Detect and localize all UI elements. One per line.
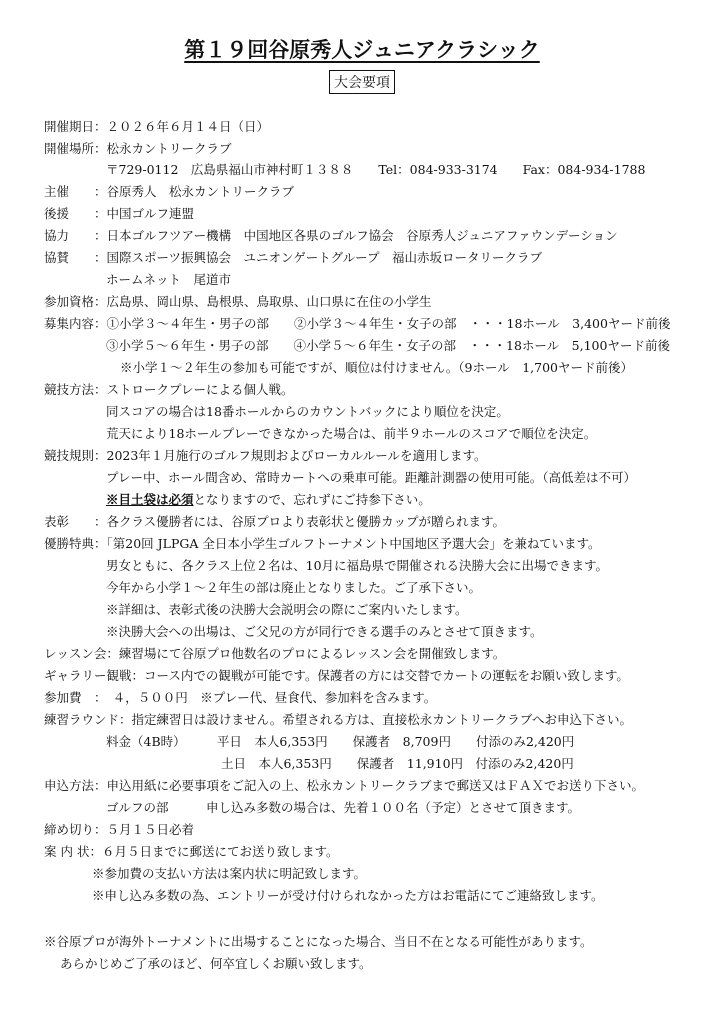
info-divisions-1: 募集内容：①小学３～４年生・男子の部 ②小学３～４年生・女子の部 ・・・18ホール 3,400ヤード前後 (44, 316, 671, 331)
info-lesson: レッスン会：練習場にて谷原プロ他数名のプロによるレッスン会を開催致します。 (44, 646, 506, 661)
info-awards: 表彰 ：各クラス優勝者には、谷原プロより表彰状と優勝カップが贈られます。 (44, 514, 506, 529)
info-practice: 練習ラウンド：指定練習日は設けません。希望される方は、直接松永カントリークラブへお申込下さい。 (44, 712, 633, 727)
info-format-tie: 同スコアの場合は18番ホールからのカウントバックにより順位を決定。 (106, 404, 509, 419)
info-format: 競技方法：ストロークプレーによる個人戦。 (44, 382, 294, 397)
info-support: 後援 ：中国ゴルフ連盟 (44, 206, 195, 221)
divot-bag-note-rest: となりますので、忘れずにご持参下さい。 (193, 492, 431, 507)
info-benefit-3: ※詳細は、表彰式後の決勝大会説明会の際にご案内いたします。 (106, 602, 468, 617)
info-rules: 競技規則：2023年１月施行のゴルフ規則およびローカルルールを適用します。 (44, 448, 487, 463)
document-subtitle: 大会要項 (329, 70, 395, 94)
info-organizer: 主催 ：谷原秀人 松永カントリークラブ (44, 184, 295, 199)
info-guide-note-2: ※申し込み多数の為、エントリーが受け付けられなかった方はお電話にてご連絡致します。 (92, 888, 604, 903)
info-price-weekday: 料金（4B時） 平日 本人6,353円 保護者 8,709円 付添のみ2,420円 (106, 734, 575, 749)
info-eligibility: 参加資格：広島県、岡山県、島根県、鳥取県、山口県に在住の小学生 (44, 294, 432, 309)
info-application-2: ゴルフの部 申し込み多数の場合は、先着１００名（予定）とさせて頂きます。 (106, 800, 581, 815)
info-cooperation: 協力 ：日本ゴルフツアー機構 中国地区各県のゴルフ協会 谷原秀人ジュニアファウンデーション (44, 228, 618, 243)
footer-note-1: ※谷原プロが海外トーナメントに出場することになった場合、当日不在となる可能性があります。 (44, 934, 593, 949)
footer-note-2: あらかじめご了承のほど、何卒宜しくお願い致します。 (60, 956, 372, 971)
info-date: 開催期日：２０２６年６月１４日（日） (44, 119, 270, 134)
info-format-weather: 荒天により18ホールプレーできなかった場合は、前半９ホールのスコアで順位を決定。 (106, 426, 597, 441)
info-gallery: ギャラリー観戦：コース内での観戦が可能です。保護者の方には交替でカートの運転をお願い致します。 (44, 668, 629, 683)
info-price-weekend: 土日 本人6,353円 保護者 11,910円 付添のみ2,420円 (221, 756, 574, 771)
info-rules-cart: プレー中、ホール間含め、常時カートへの乗車可能。距離計測器の使用可能。（高低差は不可） (106, 470, 637, 485)
info-rules-note (106, 492, 431, 508)
document-title: 第１９回谷原秀人ジュニアクラシック (184, 37, 540, 62)
info-deadline: 締め切り：５月１５日必着 (44, 822, 195, 837)
info-winner-benefit: 優勝特典：「第20回 JLPGA 全日本小学生ゴルフトーナメント中国地区予選大会」を兼ねています。 (44, 536, 601, 551)
info-fee: 参加費 ： ４，５００円 ※プレー代、昼食代、参加料を含みます。 (44, 690, 437, 705)
info-sponsor: 協賛 ：国際スポーツ振興協会 ユニオンゲートグループ 福山赤坂ロータリークラブ (44, 250, 543, 265)
info-benefit-4: ※決勝大会への出場は、ご父兄の方が同行できる選手のみとさせて頂きます。 (106, 624, 543, 639)
info-venue: 開催場所：松永カントリークラブ (44, 141, 232, 156)
info-divisions-2: ③小学５～６年生・男子の部 ④小学５～６年生・女子の部 ・・・18ホール 5,100ヤード前後 (106, 338, 670, 353)
divot-bag-note: ※目土袋は必須 (106, 492, 194, 507)
info-guide: 案 内 状：６月５日までに郵送にてお送り致します。 (44, 844, 339, 859)
info-benefit-2: 今年から小学１～２年生の部は廃止となりました。ご了承下さい。 (106, 580, 482, 595)
info-divisions-note: ※小学１～２年生の参加も可能ですが、順位は付けません。（9ホール 1,700ヤード前後） (120, 360, 633, 375)
info-sponsor-cont: ホームネット 尾道市 (106, 272, 232, 287)
info-address: 〒729-0112 広島県福山市神村町１３８８ Tel：084‐933‐3174 Fax：084‐934‐1788 (106, 162, 646, 177)
info-guide-note-1: ※参加費の支払い方法は案内状に明記致します。 (92, 866, 367, 881)
info-application: 申込方法：申込用紙に必要事項をご記入の上、松永カントリークラブまで郵送又はＦＡＸでお送り下さい。 (44, 778, 645, 793)
info-benefit-1: 男女ともに、各クラス上位２名は、10月に福島県で開催される決勝大会に出場できます。 (106, 558, 609, 573)
